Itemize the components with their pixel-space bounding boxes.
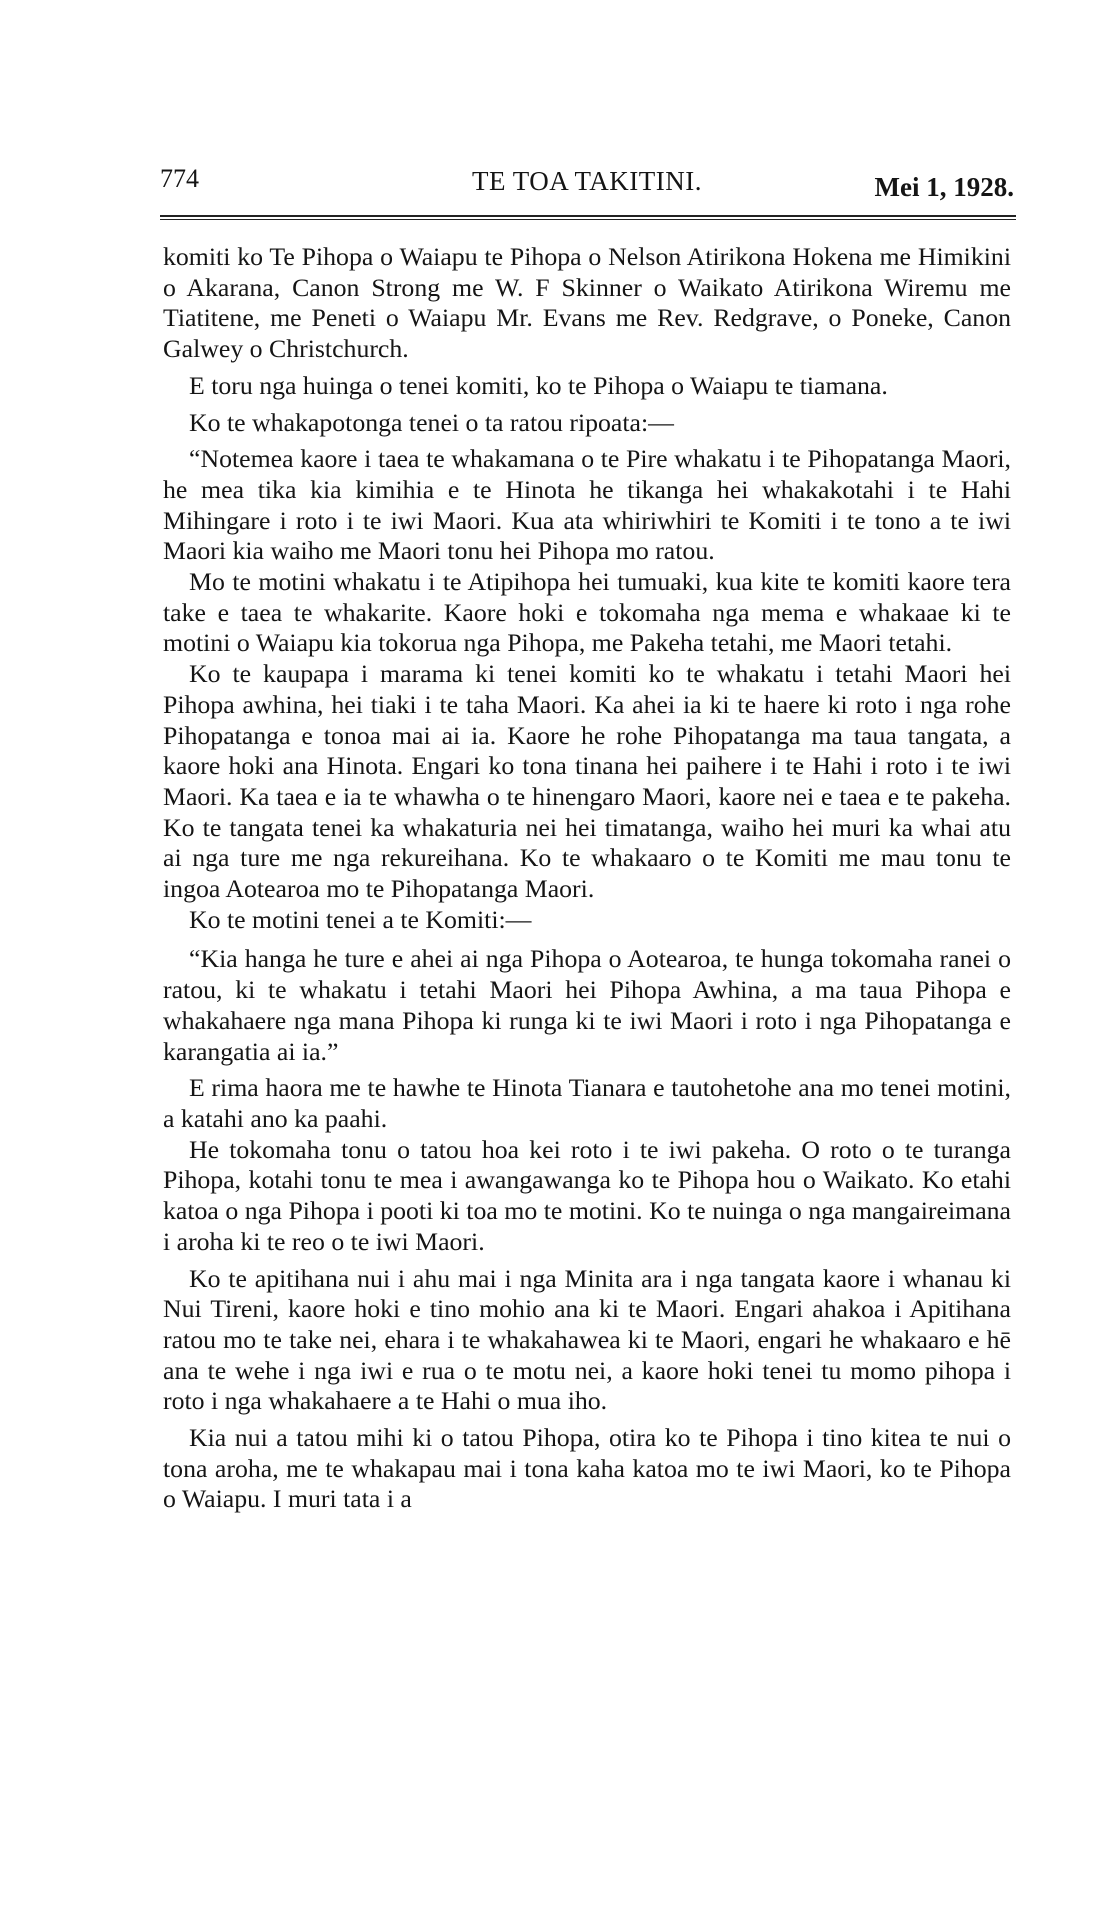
paragraph-supporters: He tokomaha tonu o tatou hoa kei roto i te iwi pakeha. O roto o te turanga Pihopa, kotahi tonu te mea i awangawanga ko te Pihopa hou o Waikato. Ko etahi katoa o nga Pihopa i pooti ki toa mo te motini. Ko te nuinga o nga mangaireimana i aroha ki te reo o te iwi Maori.: [163, 1134, 1011, 1256]
running-header: [160, 160, 1014, 210]
page-number: 774: [160, 164, 199, 193]
publication-title: TE TOA TAKITINI.: [471, 166, 703, 196]
paragraph-report-intro: Ko te whakapotonga tenei o ta ratou ripoata:—: [189, 407, 674, 437]
paragraph-debate: E rima haora me te hawhe te Hinota Tianara e tautohetohe ana mo tenei motini, a katahi ano ka paahi.: [163, 1073, 1011, 1133]
paragraph-committee-members: komiti ko Te Pihopa o Waiapu te Pihopa o Nelson Atirikona Hokena me Himikini o Akarana, Canon Strong me W. F Skinner o Waikato Atirikona Wiremu me Tiatitene, me Peneti o Waiapu Mr. Evans me Rev. Redgrave, o Poneke, Canon Galwey o Christchurch.: [163, 242, 1011, 364]
paragraph-meetings: E toru nga huinga o tenei komiti, ko te Pihopa o Waiapu te tiamana.: [189, 370, 888, 400]
paragraph-motion-quote: “Kia hanga he ture e ahei ai nga Pihopa o Aotearoa, te hunga tokomaha ranei o ratou, ki te whakatu i tetahi Maori hei Pihopa Awhina, a ma taua Pihopa e whakahaere nga mana Pihopa ki runga ki te iwi Maori i roto i nga Pihopatanga e karangatia ai ia.”: [163, 944, 1011, 1066]
paragraph-assistant-bishop: Ko te kaupapa i marama ki tenei komiti ko te whakatu i tetahi Maori hei Pihopa awhina, hei tiaki i te taha Maori. Ka ahei ia ki te haere ki roto i nga rohe Pihopatanga e tonoa mai ai ia. Kaore he rohe Pihopatanga ma taua tangata, a kaore hoki ana Hinota. Engari ko tona tinana hei paihere i te Hahi i roto i te iwi Maori. Ka taea e ia te whawha o te hinengaro Maori, kaore nei e taea e te pakeha. Ko te tangata tenei ka whakaturia nei hei timatanga, waiho hei muri ka whai atu ai nga ture me nga rekureihana. Ko te whakaaro o te Komiti me mau tonu te ingoa Aotearoa mo te Pihopatanga Maori.: [163, 659, 1011, 904]
paragraph-archbishop-motion: Mo te motini whakatu i te Atipihopa hei tumuaki, kua kite te komiti kaore tera take e taea te whakarite. Kaore hoki e tokomaha nga mema e whakaae ki te motini o Waiapu kia tokorua nga Pihopa, me Pakeha tetahi, me Maori tetahi.: [163, 567, 1011, 658]
paragraph-motion-intro: Ko te motini tenei a te Komiti:—: [189, 904, 532, 934]
header-rule-thin: [160, 219, 1016, 220]
header-rule: [160, 215, 1016, 217]
paragraph-report-quote: “Notemea kaore i taea te whakamana o te Pire whakatu i te Pihopatanga Maori, he mea tika kia kimihia e te Hinota he tikanga hei whakakotahi i te Hahi Mihingare i roto i te iwi Maori. Kua ata whiriwhiri te Komiti i te tono a te iwi Maori kia waiho me Maori tonu hei Pihopa mo ratou.: [163, 444, 1011, 566]
paragraph-thanks: Kia nui a tatou mihi ki o tatou Pihopa, otira ko te Pihopa i tino kitea te nui o tona aroha, me te whakapau mai i tona kaha katoa mo te iwi Maori, ko te Pihopa o Waiapu. I muri tata i a: [163, 1423, 1011, 1514]
article-body: [163, 242, 1011, 1515]
paragraph-opposition: Ko te apitihana nui i ahu mai i nga Minita ara i nga tangata kaore i whanau ki Nui Tireni, kaore hoki e tino mohio ana ki te Maori. Engari ahakoa i Apitihana ratou mo te take nei, ehara i te whakahawea ki te Maori, engari he whakaaro e hē ana te wehe i nga iwi e rua o te motu nei, a kaore hoki tenei tu momo pihopa i roto i nga whakahaere a te Hahi o mua iho.: [163, 1263, 1011, 1416]
issue-date: Mei 1, 1928.: [874, 172, 1014, 202]
